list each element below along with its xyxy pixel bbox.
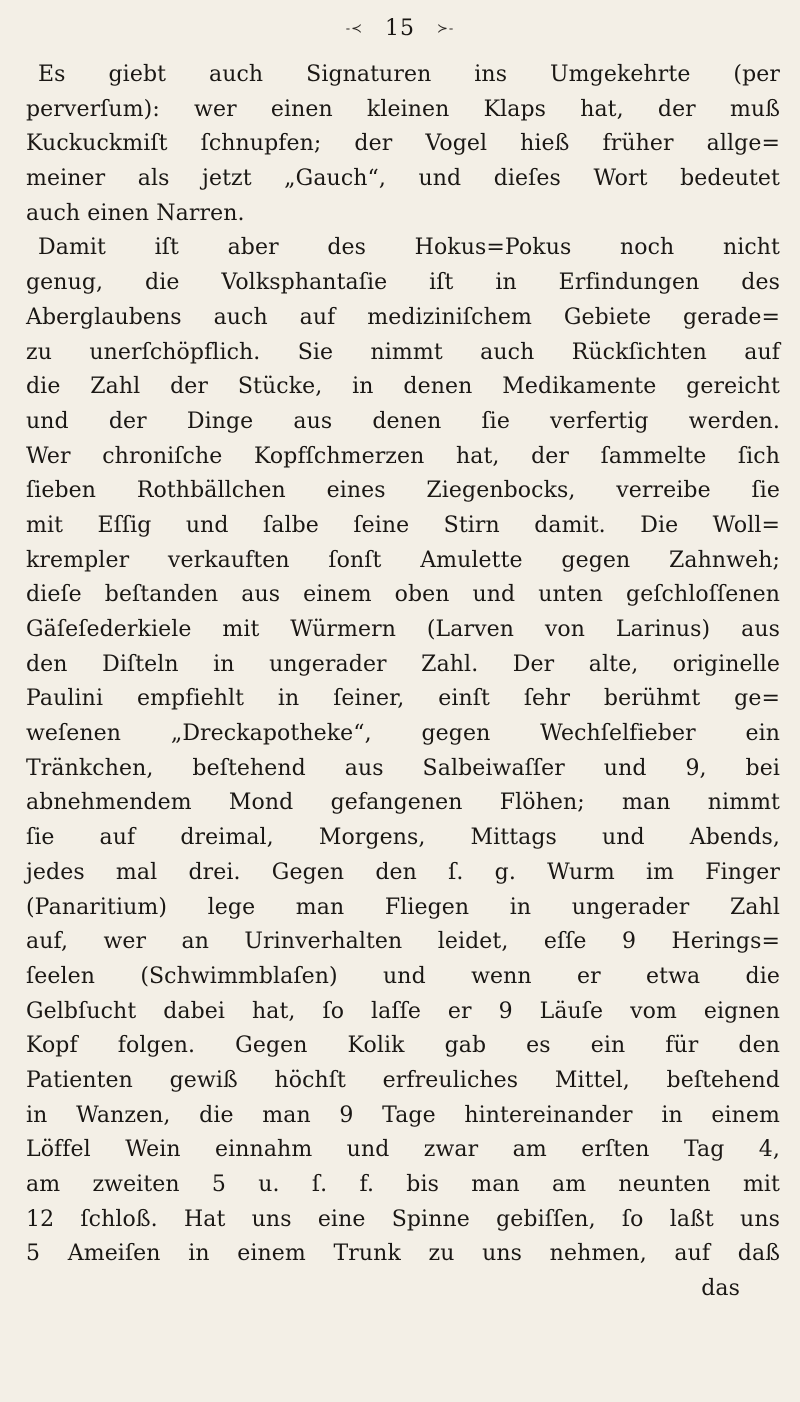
text-line: Tränkchen, beſtehend aus Salbeiwaſſer und 9, bei (26, 755, 780, 781)
text-line: 12 ſchloß. Hat uns eine Spinne gebiſſen, ſo laßt uns (26, 1206, 780, 1232)
text-line: Aberglaubens auch auf mediziniſchem Gebiete gerade= (26, 304, 780, 330)
text-line: Kuckuckmiſt ſchnupfen; der Vogel hieß früher allge= (26, 131, 780, 157)
catchword: das (701, 1276, 740, 1302)
text-line: auch einen Narren. (26, 200, 245, 226)
text-line: Kopf folgen. Gegen Kolik gab es ein für den (26, 1033, 780, 1059)
text-line: dieſe beſtanden aus einem oben und unten geſchloſſenen (26, 582, 780, 608)
text-line: Patienten gewiß höchſt erfreuliches Mittel, beſtehend (26, 1067, 780, 1093)
body-text (26, 58, 780, 1307)
text-line: ſeelen (Schwimmblaſen) und wenn er etwa die (26, 963, 780, 989)
text-line: ſie auf dreimal, Morgens, Mittags und Abends, (26, 825, 780, 851)
text-line: auf, wer an Urinverhalten leidet, eſſe 9 Herings= (26, 929, 780, 955)
text-line: in Wanzen, die man 9 Tage hintereinander in einem (26, 1102, 780, 1128)
text-line: Gäſeſederkiele mit Würmern (Larven von Larinus) aus (26, 617, 780, 642)
text-line: meiner als jetzt „Gauch“, und dieſes Wort bedeutet (26, 166, 780, 192)
text-line: zu unerſchöpflich. Sie nimmt auch Rückſichten auf (26, 339, 780, 365)
text-line: Damit iſt aber des Hokus=Pokus noch nicht (38, 235, 780, 261)
right-ornament: ≻- (437, 21, 455, 37)
text-line: Wer chroniſche Kopfſchmerzen hat, der ſammelte ſich (26, 443, 780, 469)
text-line: Löffel Wein einnahm und zwar am erſten Tag 4, (26, 1137, 780, 1163)
text-line: Gelbſucht dabei hat, ſo laſſe er 9 Läuſe vom eignen (26, 998, 780, 1024)
text-line: abnehmendem Mond gefangenen Flöhen; man nimmt (26, 790, 780, 816)
text-line: am zweiten 5 u. ſ. f. bis man am neunten mit (26, 1172, 780, 1197)
text-line: Paulini empfiehlt in ſeiner, einſt ſehr berühmt ge= (26, 686, 780, 712)
left-ornament: -≺ (345, 21, 363, 37)
text-line: und der Dinge aus denen ſie verfertig werden. (26, 408, 780, 434)
page-number: 15 (385, 16, 415, 41)
text-line: krempler verkauften ſonſt Amulette gegen Zahnweh; (26, 547, 780, 573)
page-header (0, 16, 800, 41)
text-line: ſieben Rothbällchen eines Ziegenbocks, verreibe ſie (26, 478, 780, 504)
text-line: mit Eſſig und ſalbe ſeine Stirn damit. Die Woll= (26, 512, 780, 538)
text-line: (Panaritium) lege man Fliegen in ungerader Zahl (26, 894, 780, 920)
text-line: weſenen „Dreckapotheke“, gegen Wechſelfieber ein (26, 721, 780, 747)
text-line: Es giebt auch Signaturen ins Umgekehrte (per (38, 62, 780, 87)
text-line: die Zahl der Stücke, in denen Medikamente gereicht (26, 374, 780, 400)
text-line: 5 Ameiſen in einem Trunk zu uns nehmen, auf daß (26, 1241, 780, 1267)
text-line: perverſum): wer einen kleinen Klaps hat, der muß (26, 96, 780, 122)
text-line: genug, die Volksphantaſie iſt in Erfindungen des (26, 270, 780, 296)
text-line: den Diſteln in ungerader Zahl. Der alte, originelle (26, 651, 780, 677)
text-line: jedes mal drei. Gegen den ſ. g. Wurm im Finger (26, 859, 780, 885)
